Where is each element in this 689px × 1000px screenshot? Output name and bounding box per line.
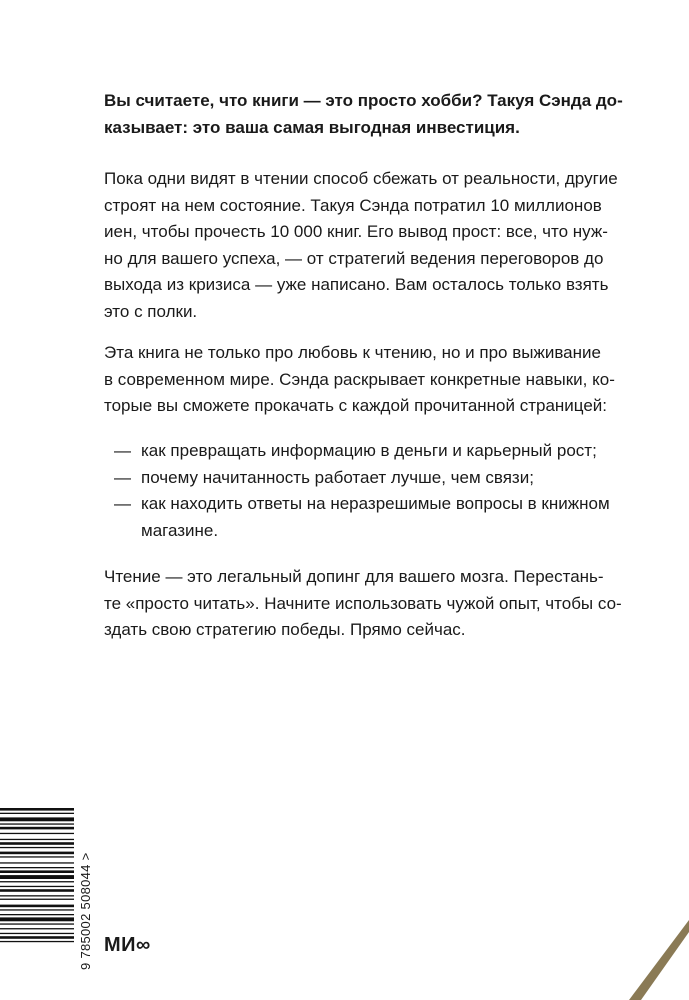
dash-marker: — (114, 494, 131, 513)
list-item-text: магазине. (141, 520, 219, 540)
text-line: иен, чтобы прочесть 10 000 книг. Его вывод прост: все, что нуж- (104, 222, 608, 241)
text-line: строят на нем состояние. Такуя Сэнда потратил 10 миллионов (104, 195, 602, 215)
list-item-text: как превращать информацию в деньги и карьерный рост; (141, 441, 597, 460)
text-line: в современном мире. Сэнда раскрывает конкретные навыки, ко- (104, 369, 615, 389)
text-line: здать свою стратегию победы. Прямо сейчас. (104, 620, 466, 639)
lead-line: Вы считаете, что книги — это просто хобби? Такуя Сэнда до- (104, 91, 623, 110)
text-line: те «просто читать». Начните использовать чужой опыт, чтобы со- (104, 593, 622, 613)
list-item-text: почему начитанность работает лучше, чем связи; (141, 467, 534, 487)
text-line: торые вы сможете прокачать с каждой прочитанной страницей: (104, 396, 608, 415)
lead-line: казывает: это ваша самая выгодная инвестиция. (104, 117, 520, 137)
isbn-number: 9 785002 508044 > (78, 852, 93, 970)
text-line: выхода из кризиса — уже написано. Вам осталось только взять (104, 275, 609, 294)
dash-marker: — (114, 467, 131, 487)
lead-paragraph (104, 88, 624, 141)
list-item (104, 465, 624, 492)
bullet-list (104, 438, 624, 544)
list-item-text: как находить ответы на неразрешимые вопросы в книжном (141, 494, 610, 513)
paragraph-3 (104, 564, 624, 644)
text-line: но для вашего успеха, — от стратегий ведения переговоров до (104, 248, 604, 268)
paragraph-2 (104, 340, 624, 420)
publisher-logo: МИ∞ (104, 934, 151, 956)
text-line: Эта книга не только про любовь к чтению, но и про выживание (104, 343, 601, 362)
paragraph-1 (104, 166, 624, 325)
list-item (104, 491, 624, 544)
barcode (0, 806, 78, 970)
list-item (104, 438, 624, 465)
text-line: Пока одни видят в чтении способ сбежать от реальности, другие (104, 169, 618, 188)
dash-marker: — (114, 441, 131, 460)
corner-ribbon (629, 920, 689, 1000)
text-line: Чтение — это легальный допинг для вашего мозга. Перестань- (104, 567, 604, 586)
text-line: это с полки. (104, 301, 198, 321)
